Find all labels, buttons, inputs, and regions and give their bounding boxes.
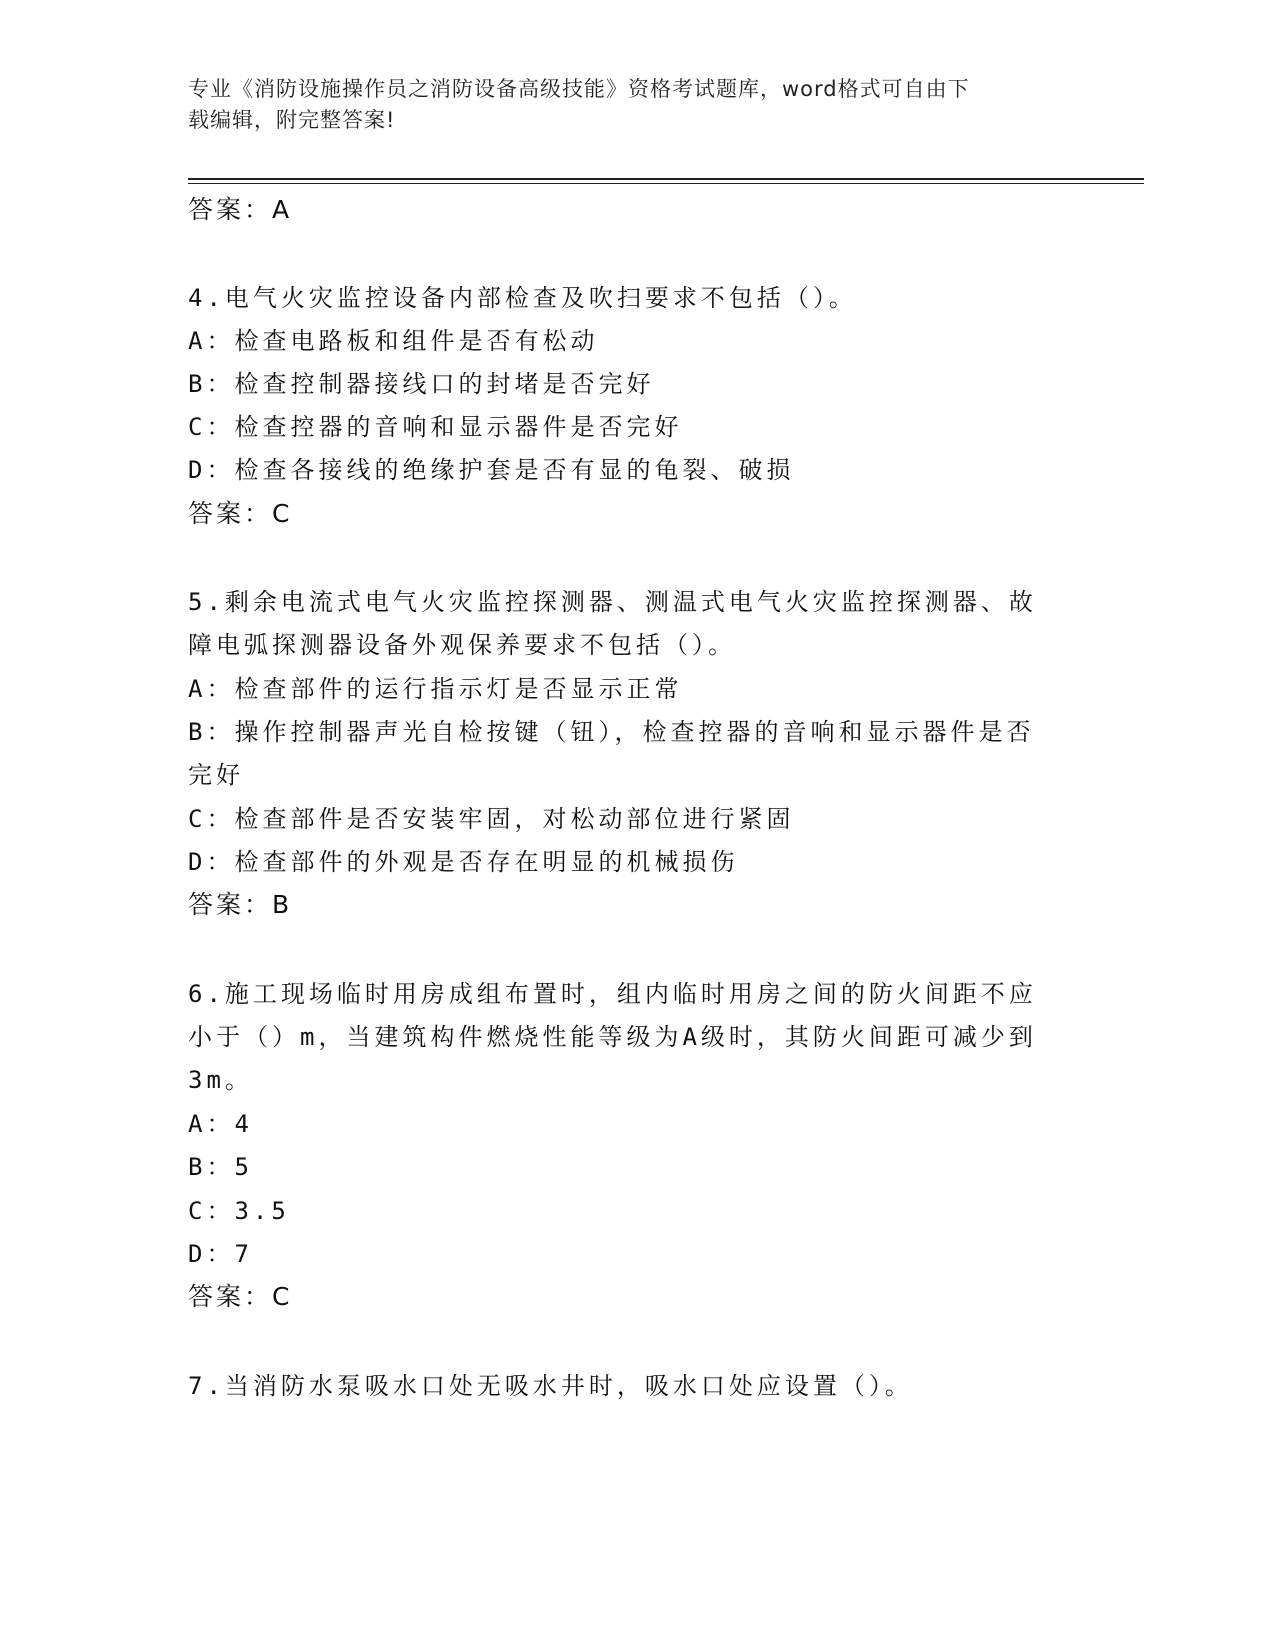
question-7-stem-line-1: 7.当消防水泵吸水口处无吸水井时，吸水口处应设置（）。 [188,1372,913,1400]
question-5-answer: 答案：B [188,890,293,919]
question-6-option-a: A：4 [188,1110,253,1138]
question-5-option-d: D：检查部件的外观是否存在明显的机械损伤 [188,848,739,876]
question-6-stem-line-2: 小于（）m，当建筑构件燃烧性能等级为A级时，其防火间距可减少到 [188,1023,1037,1051]
header-divider-thin [188,183,1144,184]
question-6-option-b: B：5 [188,1153,253,1181]
question-6-option-d: D：7 [188,1240,253,1268]
question-4-answer: 答案：C [188,499,293,528]
question-4-option-d: D：检查各接线的绝缘护套是否有显的龟裂、破损 [188,456,795,484]
answer-previous: 答案：A [188,195,293,224]
header-line-1: 专业《消防设施操作员之消防设备高级技能》资格考试题库，word格式可自由下 [188,77,970,101]
question-6-stem-line-1: 6.施工现场临时用房成组布置时，组内临时用房之间的防火间距不应 [188,980,1037,1008]
header-divider-thick [188,178,1144,180]
question-5-stem-line-1: 5.剩余电流式电气火灾监控探测器、测温式电气火灾监控探测器、故 [188,588,1037,616]
question-4-option-a: A：检查电路板和组件是否有松动 [188,327,599,355]
question-4-option-b: B：检查控制器接线口的封堵是否完好 [188,370,655,398]
question-6-stem-line-3: 3m。 [188,1066,253,1094]
question-6-option-c: C：3.5 [188,1197,290,1225]
question-5-option-b-line-1: B：操作控制器声光自检按键（钮），检查控器的音响和显示器件是否 [188,718,1035,746]
question-5-option-a: A：检查部件的运行指示灯是否显示正常 [188,675,683,703]
question-5-option-c: C：检查部件是否安装牢固，对松动部位进行紧固 [188,805,795,833]
question-5-option-b-line-2: 完好 [188,761,244,789]
question-4-stem-line-1: 4.电气火灾监控设备内部检查及吹扫要求不包括（）。 [188,284,857,312]
question-4-option-c: C：检查控器的音响和显示器件是否完好 [188,413,683,441]
document-header [188,74,1068,136]
header-line-2: 载编辑，附完整答案! [188,108,396,132]
question-6-answer: 答案：C [188,1282,293,1311]
question-5-stem-line-2: 障电弧探测器设备外观保养要求不包括（）。 [188,631,736,659]
